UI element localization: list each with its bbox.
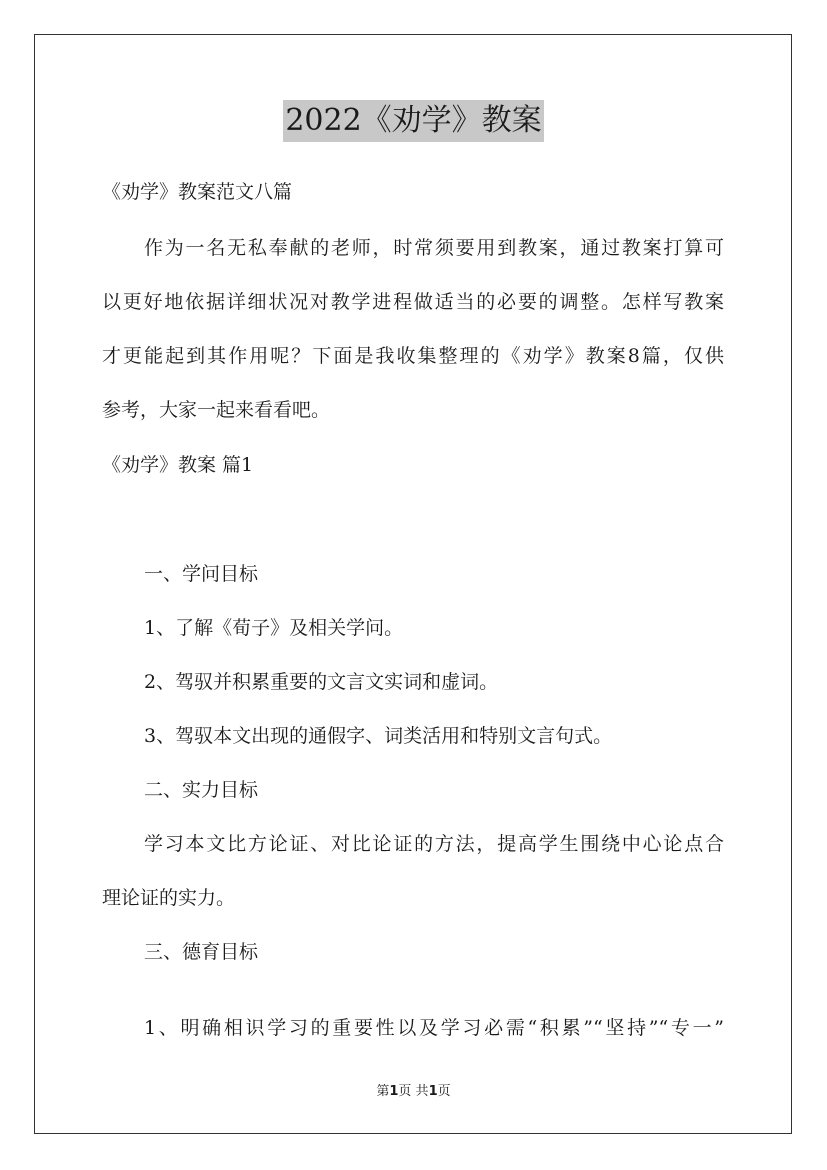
list-heading: 二、实力目标 [144,779,259,801]
paragraph-line: 以更好地依据详细状况对教学进程做适当的必要的调整。怎样写教案 [102,291,724,313]
subtitle-line: 《劝学》教案范文八篇 [102,181,293,203]
footer-page-prefix: 第 [376,1084,390,1099]
paragraph-line: 才更能起到其作用呢？下面是我收集整理的《劝学》教案8篇，仅供 [102,345,724,367]
footer-page-number: 1 [389,1084,399,1099]
section-heading: 《劝学》教案 篇1 [102,454,254,476]
list-item: 2、驾驭并积累重要的文言文实词和虚词。 [144,671,499,693]
list-heading: 一、学问目标 [144,563,259,585]
title-container [0,100,827,142]
paragraph-line: 理论证的实力。 [102,887,236,909]
list-item: 1、明确相识学习的重要性以及学习必需“积累”“坚持”“专一” [144,1017,724,1039]
footer-page-mid: 页 共 [398,1084,429,1099]
footer-page-total: 1 [428,1084,438,1099]
paragraph-line: 作为一名无私奉献的老师，时常须要用到教案，通过教案打算可 [144,237,724,259]
list-heading: 三、德育目标 [144,941,259,963]
page-footer [0,1083,827,1101]
paragraph-line: 学习本文比方论证、对比论证的方法，提高学生围绕中心论点合 [144,833,724,855]
paragraph-line: 参考，大家一起来看看吧。 [102,399,331,421]
footer-page-suffix: 页 [437,1084,451,1099]
list-item: 1、了解《荀子》及相关学问。 [144,617,404,639]
document-title: 2022《劝学》教案 [283,100,543,142]
list-item: 3、驾驭本文出现的通假字、词类活用和特别文言句式。 [144,725,613,747]
